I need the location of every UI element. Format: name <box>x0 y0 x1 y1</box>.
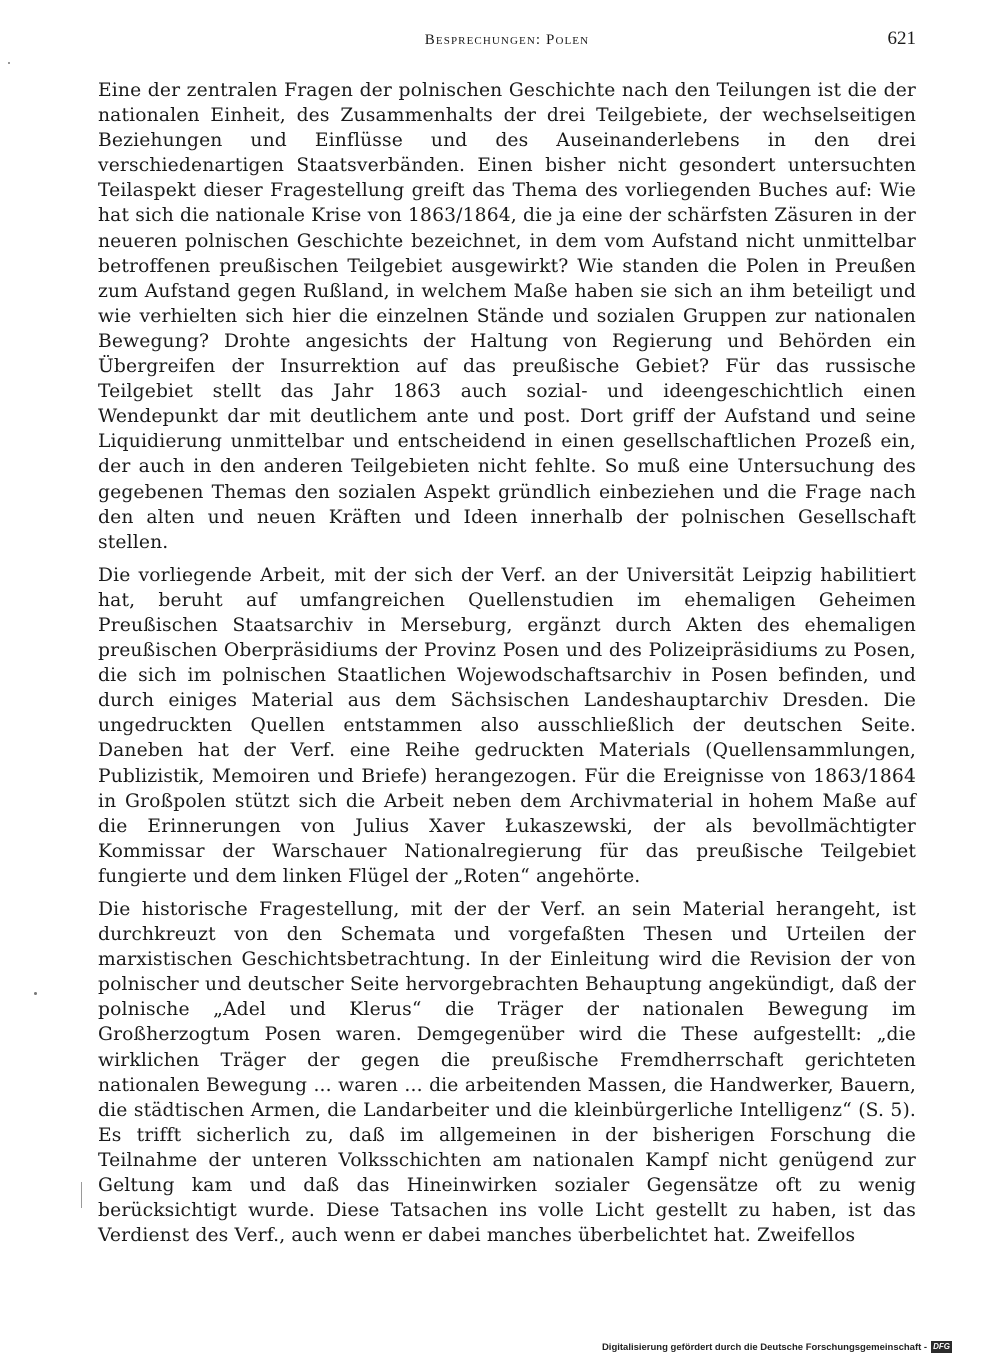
scan-speck <box>34 992 37 995</box>
review-body-text <box>98 78 916 1248</box>
digitization-credit <box>602 1340 952 1354</box>
digitization-credit-text: Digitalisierung gefördert durch die Deutsche Forschungsgemeinschaft - <box>601 1341 928 1353</box>
scan-speck <box>8 62 10 64</box>
running-head <box>98 28 916 54</box>
dfg-logo-icon: DFG <box>933 1342 950 1351</box>
page-number: 621 <box>887 28 916 49</box>
left-margin-scan-line <box>81 1182 82 1208</box>
paragraph-3: Die historische Fragestellung, mit der der Verf. an sein Material herangeht, ist durchkreuzt von den Schemata und vorgefaßten Thesen und Urteilen der marxistischen Geschichtsbetrachtung. In der Einleitung wird die Revision der von polnischer und deutscher Seite hervorgebrachten Behauptung angekündigt, daß der polnische „Adel und Klerus“ die Träger der nationalen Bewegung im Großherzogtum Posen waren. Demgegenüber wird die These aufgestellt: „die wirklichen Träger der gegen die preußische Fremdherrschaft gerichteten nationalen Bewegung ... waren ... die arbeitenden Massen, die Handwerker, Bauern, die städtischen Armen, die Landarbeiter und die kleinbürgerliche Intelligenz“ (S. 5). Es trifft sicherlich zu, daß im allgemeinen in der bisherigen Forschung die Teilnahme der unteren Volksschichten am nationalen Kampf nicht genügend zur Geltung kam und daß das Hineinwirken sozialer Gegensätze oft zu wenig berücksichtigt wurde. Diese Tatsachen ins volle Licht gestellt zu haben, ist das Verdienst des Verf., auch wenn er dabei manches überbelichtet hat. Zweifellos <box>98 899 916 1247</box>
paragraph-2: Die vorliegende Arbeit, mit der sich der Verf. an der Universität Leipzig habilitiert hat, beruht auf umfangreichen Quellenstudien im ehemaligen Geheimen Preußischen Staatsarchiv in Merseburg, ergänzt durch Akten des ehemaligen preußischen Oberpräsidiums der Provinz Posen und des Polizeipräsidiums zu Posen, die sich im polnischen Staatlichen Wojewodschaftsarchiv in Posen befinden, und durch einiges Material aus dem Sächsischen Landeshauptarchiv Dresden. Die ungedruckten Quellen entstammen also ausschließlich der deutschen Seite. Daneben hat der Verf. eine Reihe gedruckten Materials (Quellensammlungen, Publizistik, Memoiren und Briefe) herangezogen. Für die Ereignisse von 1863/1864 in Großpolen stützt sich die Arbeit neben dem Archivmaterial in hohem Maße auf die Erinnerungen von Julius Xaver Łukaszewski, der als bevollmächtigter Kommissar der Warschauer Nationalregierung für das preußische Teilgebiet fungierte und dem linken Flügel der „Roten“ angehörte. <box>98 564 916 887</box>
running-title: Besprechungen: Polen <box>424 32 590 48</box>
paragraph-1: Eine der zentralen Fragen der polnischen Geschichte nach den Teilungen ist die der nationalen Einheit, des Zusammenhalts der drei Teilgebiete, der wechselseitigen Beziehungen und Einflüsse und des Auseinanderlebens in den drei verschiedenartigen Staatsverbänden. Einen bisher nicht gesondert untersuchten Teilaspekt dieser Fragestellung greift das Thema des vorliegenden Buches auf: Wie hat sich die nationale Krise von 1863/1864, die ja eine der schärfsten Zäsuren in der neueren polnischen Geschichte bezeichnet, in dem vom Aufstand nicht unmittelbar betroffenen preußischen Teilgebiet ausgewirkt? Wie standen die Polen in Preußen zum Aufstand gegen Rußland, in welchem Maße haben sie sich an ihm beteiligt und wie verhielten sich hier die einzelnen Stände und sozialen Gruppen zur nationalen Bewegung? Drohte angesichts der Haltung von Regierung und Behörden ein Übergreifen der Insurrektion auf das preußische Gebiet? Für das russische Teilgebiet stellt das Jahr 1863 auch sozial- und ideengeschichtlich einen Wendepunkt dar mit deutlichem ante und post. Dort griff der Aufstand und seine Liquidierung unmittelbar und entscheidend in einen gesellschaftlichen Prozeß ein, der auch in den anderen Teilgebieten nicht fehlte. So muß eine Untersuchung des gegebenen Themas den sozialen Aspekt gründlich einbeziehen und die Frage nach den alten und neuen Kräften und Ideen innerhalb der polnischen Gesellschaft stellen. <box>98 80 916 553</box>
